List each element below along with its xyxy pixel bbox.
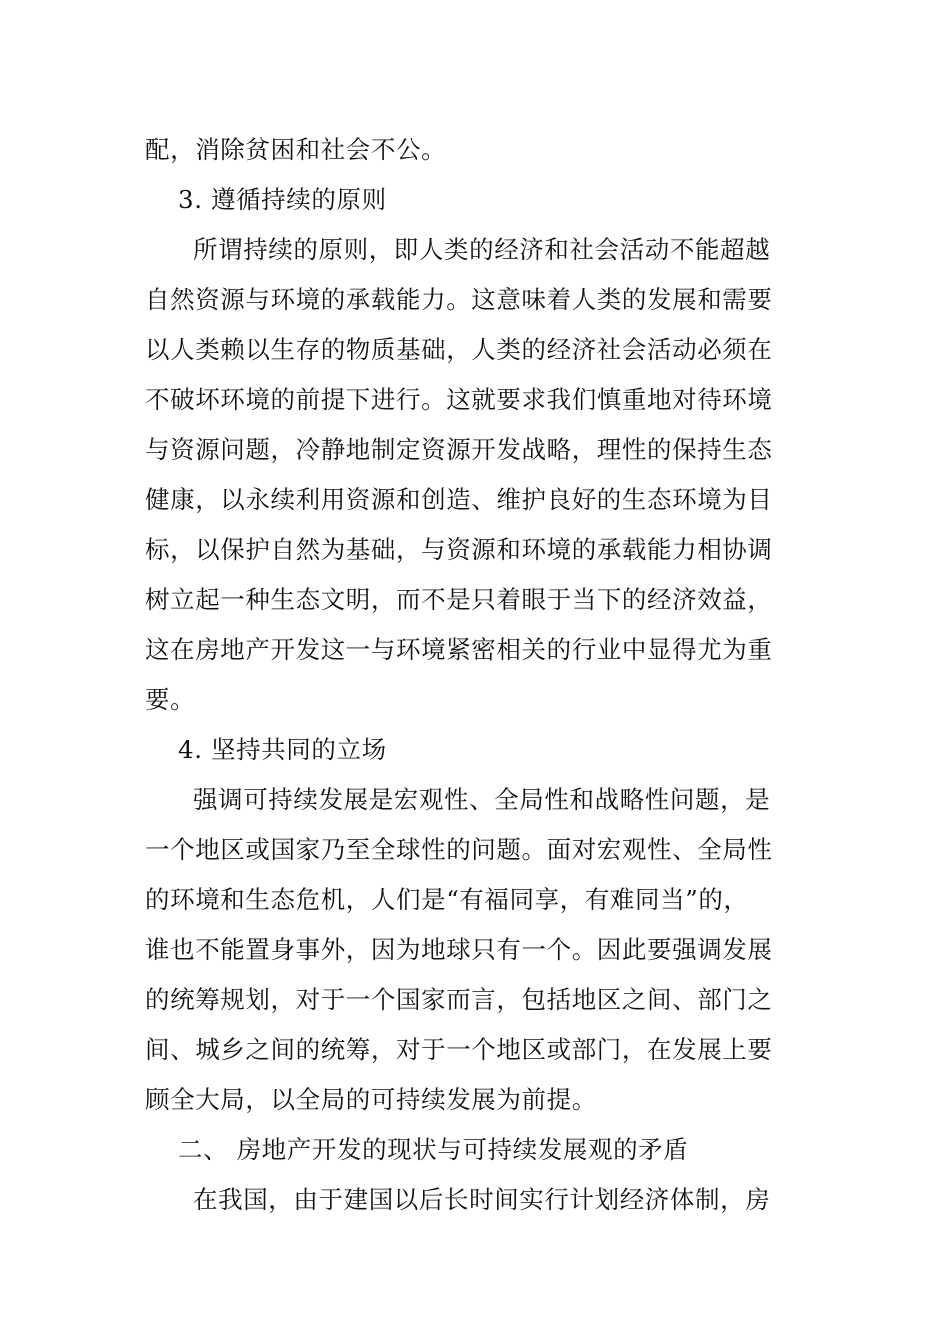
section-heading: 4. 坚持共同的立场 (178, 735, 387, 764)
paragraph-line: 树立起一种生态文明，而不是只着眼于当下的经济效益， (145, 585, 773, 614)
paragraph-line: 与资源问题，冷静地制定资源开发战略，理性的保持生态 (145, 435, 773, 464)
paragraph-line: 健康，以永续利用资源和创造、维护良好的生态环境为目 (145, 485, 773, 514)
section-heading: 二、 房地产开发的现状与可持续发展观的矛盾 (178, 1135, 689, 1164)
paragraph-line: 的环境和生态危机，人们是“有福同享，有难同当”的， (145, 885, 749, 914)
paragraph-line: 以人类赖以生存的物质基础，人类的经济社会活动必须在 (145, 335, 773, 364)
paragraph-line: 间、城乡之间的统筹，对于一个地区或部门，在发展上要 (145, 1035, 773, 1064)
paragraph-line: 这在房地产开发这一与环境紧密相关的行业中显得尤为重 (145, 635, 773, 664)
paragraph-line: 要。 (145, 685, 196, 714)
paragraph-line: 标，以保护自然为基础，与资源和环境的承载能力相协调 (145, 535, 773, 564)
paragraph-line: 强调可持续发展是宏观性、全局性和战略性问题，是 (193, 785, 771, 814)
paragraph-line: 自然资源与环境的承载能力。这意味着人类的发展和需要 (145, 285, 773, 314)
paragraph-line: 在我国，由于建国以后长时间实行计划经济体制，房 (193, 1185, 771, 1214)
paragraph-line: 一个地区或国家乃至全球性的问题。面对宏观性、全局性 (145, 835, 773, 864)
paragraph-line: 谁也不能置身事外，因为地球只有一个。因此要强调发展 (145, 935, 773, 964)
paragraph-line: 所谓持续的原则，即人类的经济和社会活动不能超越 (193, 235, 771, 264)
section-heading: 3. 遵循持续的原则 (178, 185, 387, 214)
paragraph-line: 配，消除贫困和社会不公。 (145, 135, 447, 164)
paragraph-line: 顾全大局，以全局的可持续发展为前提。 (145, 1085, 597, 1114)
paragraph-line: 的统筹规划，对于一个国家而言，包括地区之间、部门之 (145, 985, 773, 1014)
paragraph-line: 不破坏环境的前提下进行。这就要求我们慎重地对待环境 (145, 385, 773, 414)
